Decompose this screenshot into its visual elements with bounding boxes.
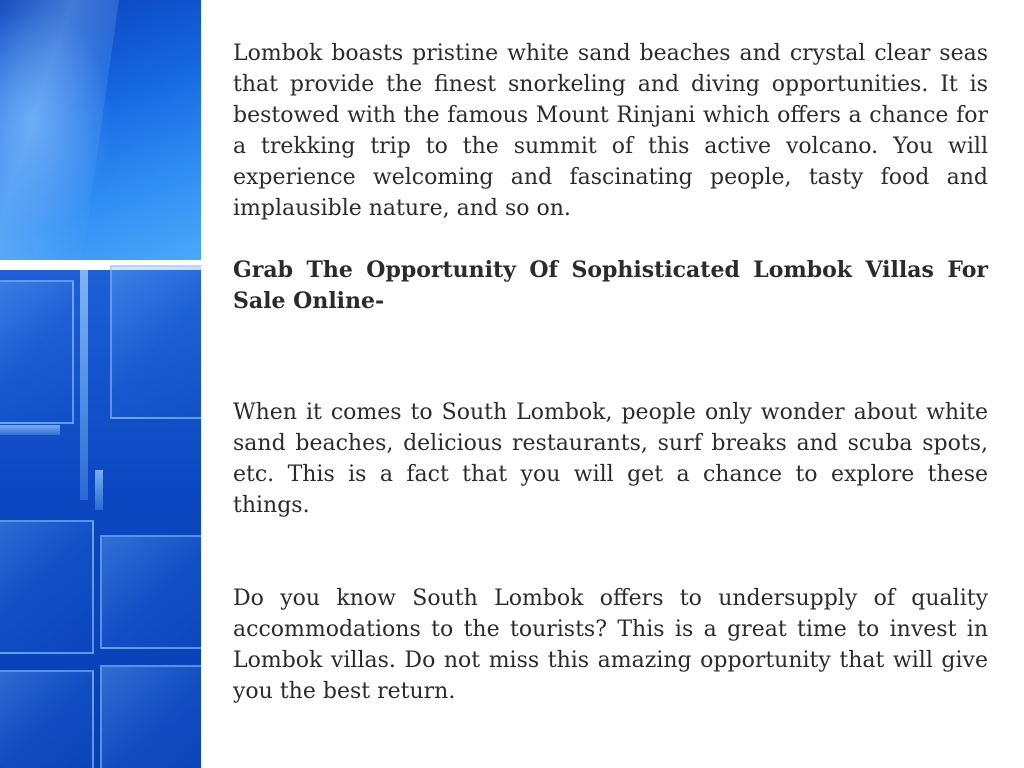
glass-pane: [110, 265, 201, 419]
glass-pane: [0, 280, 74, 424]
investment-paragraph: Do you know South Lombok offers to undersupply of quality accommodations to the tourists? This is a great time to invest in Lombok villas. Do not miss this amazing opportunity that will give you the best return.: [233, 586, 988, 704]
glass-pane: [0, 520, 94, 654]
glass-beam: [95, 470, 103, 510]
glass-beam: [0, 425, 60, 435]
slide-content: [233, 38, 988, 707]
glass-beam: [80, 270, 88, 500]
decorative-side-panel: [0, 0, 201, 768]
glass-pane: [100, 665, 201, 768]
blue-gradient-image-top: [0, 0, 201, 260]
glass-pane: [0, 670, 94, 768]
light-sheen: [0, 0, 120, 288]
glass-pane: [100, 535, 201, 649]
section-heading: Grab The Opportunity Of Sophisticated Lombok Villas For Sale Online-: [233, 257, 988, 314]
intro-paragraph: Lombok boasts pristine white sand beaches and crystal clear seas that provide the finest snorkeling and diving opportunities. It is bestowed with the famous Mount Rinjani which offers a chance for a trekking trip to the summit of this active volcano. You will experience welcoming and fascinating people, tasty food and implausible nature, and so on.: [233, 41, 988, 221]
south-lombok-paragraph: When it comes to South Lombok, people only wonder about white sand beaches, delicious restaurants, surf breaks and scuba spots, etc. This is a fact that you will get a chance to explore these things.: [233, 400, 988, 518]
blue-glass-image-bottom: [0, 270, 201, 768]
